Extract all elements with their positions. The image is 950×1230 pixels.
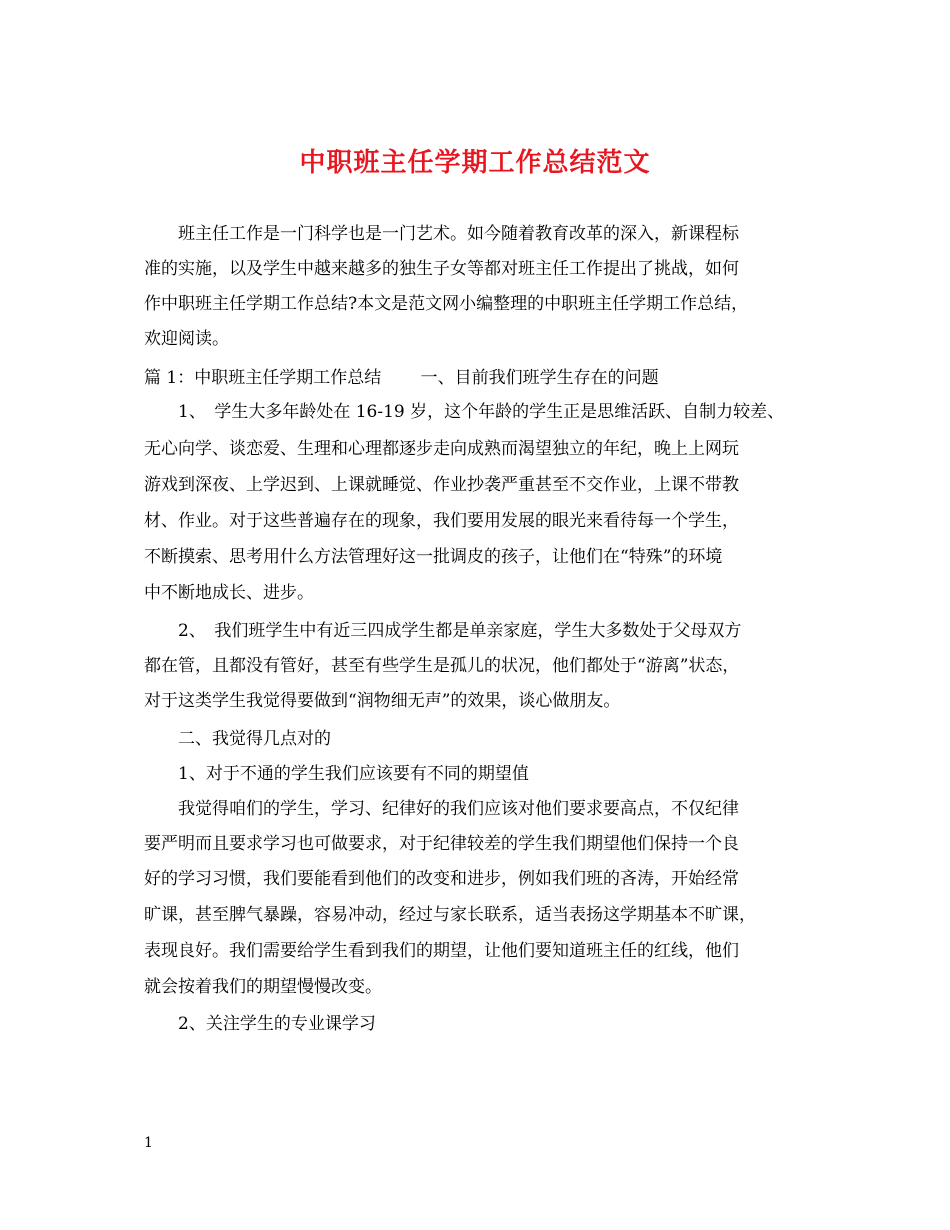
page-number: 1 [144, 1135, 153, 1151]
paragraph-line: 都在管，且都没有管好，甚至有些学生是孤儿的状况，他们都处于“游离”状态， [144, 656, 740, 676]
paragraph-line: 游戏到深夜、上学迟到、上课就睡觉、作业抄袭严重甚至不交作业，上课不带教 [144, 475, 739, 495]
paragraph-line: 就会按着我们的期望慢慢改变。 [144, 977, 382, 997]
paragraph-line: 无心向学、谈恋爱、生理和心理都逐步走向成熟而渴望独立的年纪，晚上上网玩 [144, 439, 739, 459]
document-title: 中职班主任学期工作总结范文 [299, 148, 651, 178]
paragraph-line: 班主任工作是一门科学也是一门艺术。如今随着教育改革的深入，新课程标 [178, 224, 739, 244]
paragraph-line: 中不断地成长、进步。 [144, 583, 314, 603]
paragraph-line: 材、作业。对于这些普遍存在的现象，我们要用发展的眼光来看待每一个学生， [144, 511, 739, 531]
section-heading: 篇 1：中职班主任学期工作总结 一、目前我们班学生存在的问题 [144, 368, 659, 388]
paragraph-line: 我觉得咱们的学生，学习、纪律好的我们应该对他们要求要高点，不仅纪律 [178, 799, 739, 819]
paragraph-line: 准的实施，以及学生中越来越多的独生子女等都对班主任工作提出了挑战，如何 [144, 259, 739, 279]
sub-heading: 1、对于不通的学生我们应该要有不同的期望值 [178, 764, 529, 784]
section-heading: 二、我觉得几点对的 [178, 729, 331, 749]
paragraph-line: 欢迎阅读。 [144, 329, 229, 349]
paragraph-line: 作中职班主任学期工作总结?本文是范文网小编整理的中职班主任学期工作总结， [144, 294, 749, 314]
paragraph-line: 对于这类学生我觉得要做到“润物细无声”的效果，谈心做朋友。 [144, 691, 621, 711]
paragraph-line: 要严明而且要求学习也可做要求，对于纪律较差的学生我们期望他们保持一个良 [144, 834, 739, 854]
paragraph-line: 2、 我们班学生中有近三四成学生都是单亲家庭，学生大多数处于父母双方 [178, 621, 742, 641]
paragraph-line: 好的学习习惯，我们要能看到他们的改变和进步，例如我们班的吝涛，开始经常 [144, 869, 739, 889]
paragraph-line: 1、 学生大多年龄处在 16-19 岁，这个年龄的学生正是思维活跃、自制力较差、 [178, 402, 785, 422]
paragraph-line: 旷课，甚至脾气暴躁，容易冲动，经过与家长联系，适当表扬这学期基本不旷课， [144, 905, 756, 925]
paragraph-line: 表现良好。我们需要给学生看到我们的期望，让他们要知道班主任的红线，他们 [144, 941, 739, 961]
sub-heading: 2、关注学生的专业课学习 [178, 1014, 376, 1034]
paragraph-line: 不断摸索、思考用什么方法管理好这一批调皮的孩子，让他们在“特殊”的环境 [144, 547, 723, 567]
